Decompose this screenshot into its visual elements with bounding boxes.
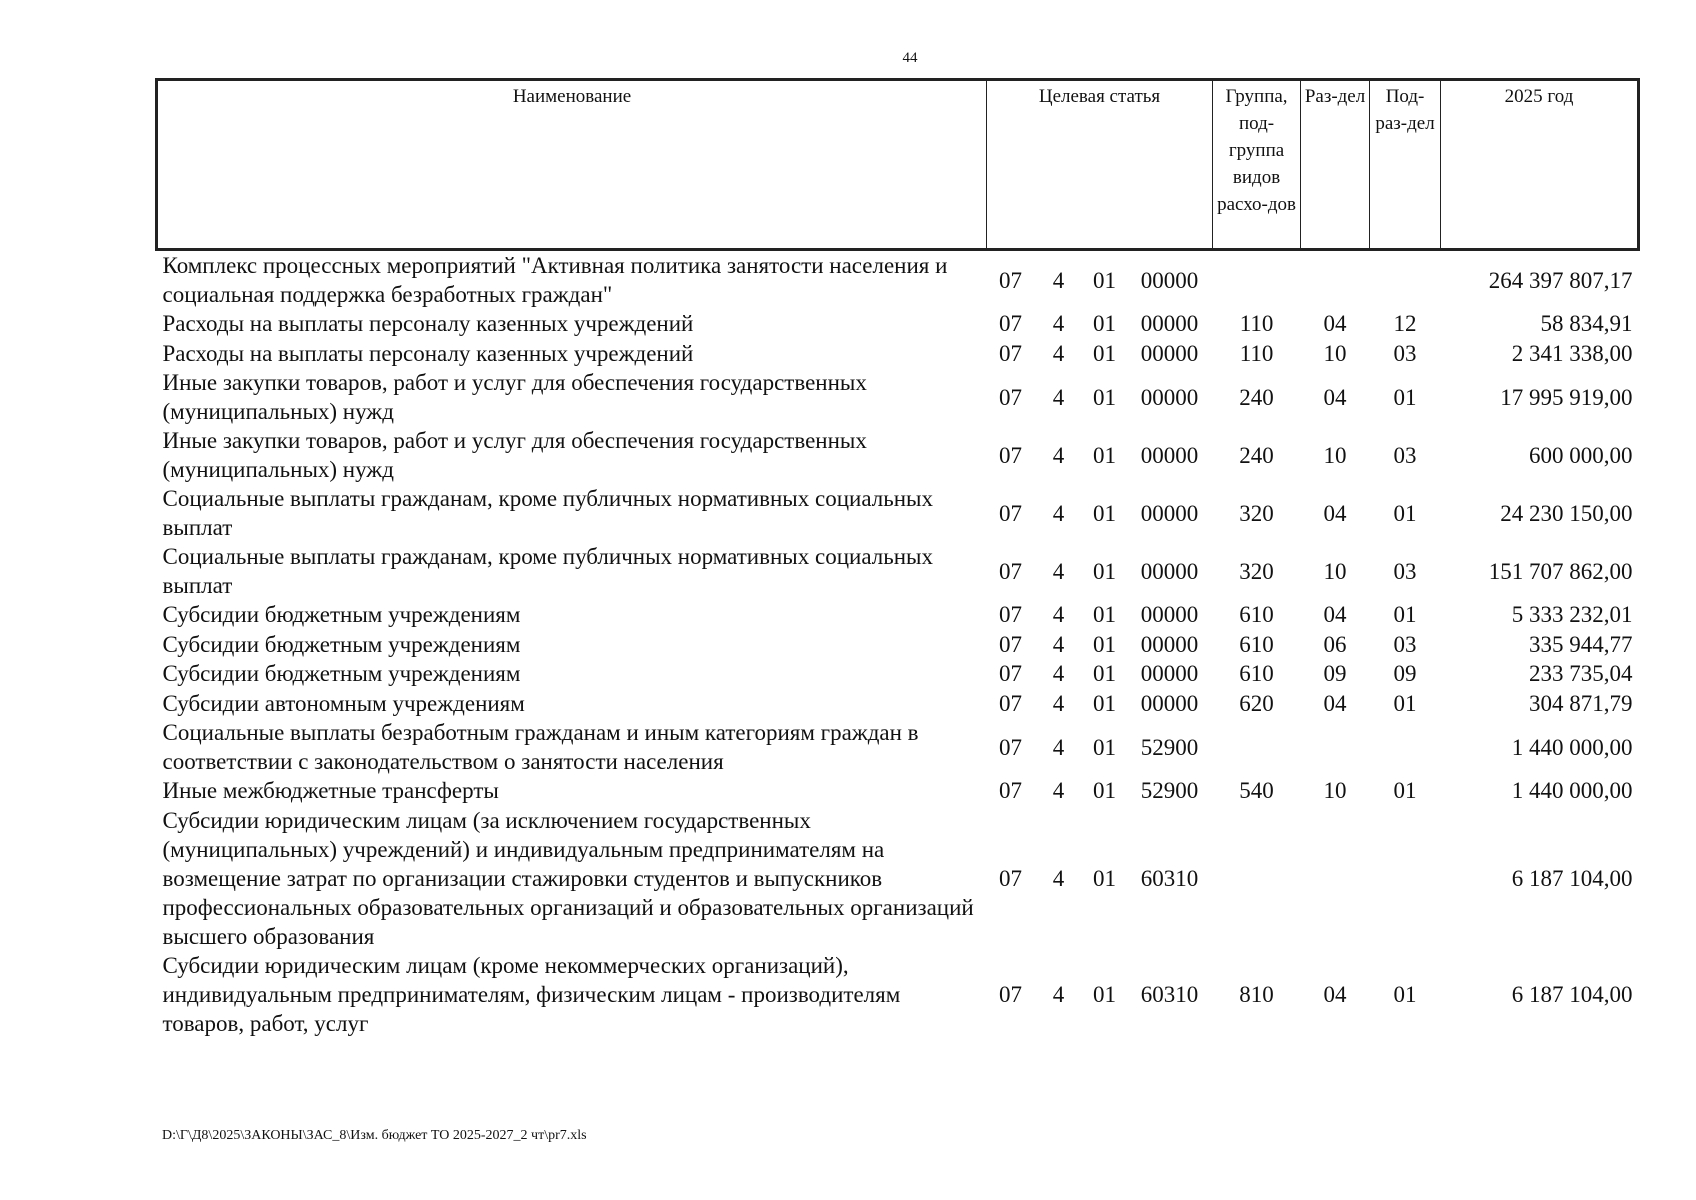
subsection-code: 01: [1393, 690, 1417, 716]
target-code-4: 00000: [1140, 558, 1199, 584]
section-code: [1301, 250, 1370, 310]
target-code-2: 4: [1052, 661, 1065, 687]
section-code: 10: [1323, 778, 1347, 804]
header-group: Группа, под-группа видов расхо-дов: [1213, 80, 1301, 250]
table-row: [157, 484, 1639, 542]
target-code-4: 00000: [1140, 442, 1199, 468]
table-row: [157, 309, 1639, 339]
target-code-2: 4: [1052, 500, 1065, 526]
target-code-4: 00000: [1140, 311, 1199, 337]
target-code-1: 07: [999, 340, 1022, 366]
section-code: 04: [1323, 981, 1347, 1007]
target-code-1: 07: [999, 778, 1022, 804]
target-code-1: 07: [999, 631, 1022, 657]
table-row: [157, 426, 1639, 484]
expense-group: 240: [1239, 442, 1274, 468]
row-name: Социальные выплаты гражданам, кроме публичных нормативных социальных выплат: [162, 544, 933, 598]
target-code-1: 07: [999, 661, 1022, 687]
amount-2025: 24 230 150,00: [1500, 500, 1633, 526]
target-code-1: 07: [999, 500, 1022, 526]
target-code-4: 00000: [1140, 661, 1199, 687]
section-code: 10: [1323, 442, 1347, 468]
expense-group: 610: [1239, 661, 1274, 687]
expense-group: [1213, 806, 1301, 951]
expense-group: [1213, 250, 1301, 310]
amount-2025: 1 440 000,00: [1511, 778, 1633, 804]
subsection-code: 01: [1393, 602, 1417, 628]
target-code-3: 01: [1093, 500, 1116, 526]
subsection-code: [1370, 250, 1441, 310]
section-code: 10: [1323, 340, 1347, 366]
target-code-4: 00000: [1140, 340, 1199, 366]
target-code-3: 01: [1093, 602, 1116, 628]
subsection-code: 03: [1393, 340, 1417, 366]
subsection-code: 01: [1393, 981, 1417, 1007]
target-code-4: 60310: [1140, 981, 1199, 1007]
subsection-code: 01: [1393, 778, 1417, 804]
target-code-3: 01: [1093, 865, 1116, 891]
expense-group: 810: [1239, 981, 1274, 1007]
table-row: [157, 339, 1639, 369]
target-code-4: 00000: [1140, 631, 1199, 657]
amount-2025: 2 341 338,00: [1511, 340, 1633, 366]
target-code-2: 4: [1052, 981, 1065, 1007]
section-code: 04: [1323, 500, 1347, 526]
target-code-2: 4: [1052, 340, 1065, 366]
expense-group: 620: [1239, 690, 1274, 716]
target-code-2: 4: [1052, 442, 1065, 468]
target-code-3: 01: [1093, 340, 1116, 366]
target-code-3: 01: [1093, 267, 1116, 293]
header-row: [157, 80, 1639, 250]
target-code-3: 01: [1093, 442, 1116, 468]
amount-2025: 6 187 104,00: [1511, 981, 1633, 1007]
target-code-2: 4: [1052, 734, 1065, 760]
header-subsection: Под-раз-дел: [1370, 80, 1441, 250]
table-row: [157, 600, 1639, 630]
target-code-4: 52900: [1140, 778, 1199, 804]
target-code-1: 07: [999, 558, 1022, 584]
table-row: [157, 718, 1639, 776]
amount-2025: 304 871,79: [1529, 690, 1633, 716]
budget-table: [155, 78, 1640, 1038]
table-row: [157, 368, 1639, 426]
target-code-3: 01: [1093, 384, 1116, 410]
amount-2025: 6 187 104,00: [1511, 865, 1633, 891]
amount-2025: 335 944,77: [1529, 631, 1633, 657]
expense-group: 320: [1239, 558, 1274, 584]
header-target: Целевая статья: [987, 80, 1213, 250]
target-code-1: 07: [999, 690, 1022, 716]
subsection-code: 03: [1393, 558, 1417, 584]
target-code-3: 01: [1093, 661, 1116, 687]
target-code-1: 07: [999, 981, 1022, 1007]
target-code-4: 00000: [1140, 384, 1199, 410]
subsection-code: 03: [1393, 631, 1417, 657]
section-code: [1301, 806, 1370, 951]
section-code: 04: [1323, 690, 1347, 716]
target-code-1: 07: [999, 267, 1022, 293]
target-code-4: 00000: [1140, 267, 1199, 293]
target-code-1: 07: [999, 311, 1022, 337]
expense-group: 110: [1239, 311, 1274, 337]
target-code-2: 4: [1052, 865, 1065, 891]
amount-2025: 264 397 807,17: [1488, 267, 1633, 293]
row-name: Субсидии юридическим лицам (за исключением государственных (муниципальных) учреждений) и индивидуальным предпринимателям на возмещение затрат по организации стажировки студентов и выпускников профессиональных образовательных организаций и образовательных организаций высшего образования: [162, 807, 974, 949]
expense-group: [1213, 718, 1301, 776]
table-row: [157, 951, 1639, 1038]
header-name: Наименование: [157, 80, 987, 250]
table-row: [157, 659, 1639, 689]
header-year: 2025 год: [1441, 80, 1639, 250]
amount-2025: 58 834,91: [1540, 311, 1633, 337]
amount-2025: 600 000,00: [1529, 442, 1633, 468]
target-code-4: 00000: [1140, 602, 1199, 628]
target-code-1: 07: [999, 734, 1022, 760]
target-code-2: 4: [1052, 631, 1065, 657]
target-code-4: 52900: [1140, 734, 1199, 760]
target-code-1: 07: [999, 865, 1022, 891]
row-name: Социальные выплаты гражданам, кроме публичных нормативных социальных выплат: [162, 486, 933, 540]
target-code-4: 00000: [1140, 500, 1199, 526]
target-code-3: 01: [1093, 734, 1116, 760]
target-code-4: 00000: [1140, 690, 1199, 716]
row-name: Расходы на выплаты персоналу казенных учреждений: [162, 340, 694, 366]
subsection-code: 01: [1393, 384, 1417, 410]
subsection-code: [1370, 718, 1441, 776]
file-path-footer: D:\Г\Д8\2025\ЗАКОНЫ\ЗАС_8\Изм. бюджет ТО 2025-2027_2 чт\pr7.xls: [162, 1128, 587, 1143]
amount-2025: 151 707 862,00: [1488, 558, 1633, 584]
row-name: Субсидии автономным учреждениям: [162, 690, 525, 716]
subsection-code: 03: [1393, 442, 1417, 468]
section-code: 04: [1323, 311, 1347, 337]
expense-group: 610: [1239, 602, 1274, 628]
subsection-code: 09: [1393, 661, 1417, 687]
section-code: 06: [1323, 631, 1347, 657]
table-row: [157, 250, 1639, 310]
target-code-2: 4: [1052, 602, 1065, 628]
table-row: [157, 542, 1639, 600]
row-name: Иные межбюджетные трансферты: [162, 778, 499, 804]
target-code-3: 01: [1093, 778, 1116, 804]
expense-group: 240: [1239, 384, 1274, 410]
row-name: Субсидии юридическим лицам (кроме некоммерческих организаций), индивидуальным предпринимателям, физическим лицам - производителям товаров, работ, услуг: [162, 952, 901, 1036]
target-code-3: 01: [1093, 690, 1116, 716]
target-code-2: 4: [1052, 558, 1065, 584]
row-name: Субсидии бюджетным учреждениям: [162, 661, 521, 687]
section-code: 10: [1323, 558, 1347, 584]
expense-group: 110: [1239, 340, 1274, 366]
target-code-3: 01: [1093, 558, 1116, 584]
row-name: Иные закупки товаров, работ и услуг для обеспечения государственных (муниципальных) нужд: [162, 370, 867, 424]
expense-group: 540: [1239, 778, 1274, 804]
table-row: [157, 689, 1639, 719]
target-code-3: 01: [1093, 311, 1116, 337]
section-code: 04: [1323, 384, 1347, 410]
table-row: [157, 806, 1639, 951]
target-code-2: 4: [1052, 311, 1065, 337]
target-code-2: 4: [1052, 778, 1065, 804]
amount-2025: 5 333 232,01: [1511, 602, 1633, 628]
amount-2025: 1 440 000,00: [1511, 734, 1633, 760]
table-row: [157, 776, 1639, 806]
section-code: [1301, 718, 1370, 776]
target-code-1: 07: [999, 602, 1022, 628]
expense-group: 610: [1239, 631, 1274, 657]
row-name: Социальные выплаты безработным гражданам и иным категориям граждан в соответствии с законодательством о занятости населения: [162, 720, 919, 774]
subsection-code: [1370, 806, 1441, 951]
target-code-2: 4: [1052, 384, 1065, 410]
subsection-code: 12: [1393, 311, 1417, 337]
row-name: Расходы на выплаты персоналу казенных учреждений: [162, 311, 694, 337]
row-name: Субсидии бюджетным учреждениям: [162, 602, 521, 628]
amount-2025: 17 995 919,00: [1500, 384, 1633, 410]
target-code-2: 4: [1052, 690, 1065, 716]
target-code-3: 01: [1093, 631, 1116, 657]
section-code: 09: [1323, 661, 1347, 687]
row-name: Иные закупки товаров, работ и услуг для обеспечения государственных (муниципальных) нужд: [162, 428, 867, 482]
subsection-code: 01: [1393, 500, 1417, 526]
header-section: Раз-дел: [1301, 80, 1370, 250]
target-code-1: 07: [999, 442, 1022, 468]
target-code-1: 07: [999, 384, 1022, 410]
target-code-4: 60310: [1140, 865, 1199, 891]
amount-2025: 233 735,04: [1529, 661, 1633, 687]
row-name: Субсидии бюджетным учреждениям: [162, 631, 521, 657]
page-number: 44: [902, 50, 918, 66]
row-name: Комплекс процессных мероприятий "Активная политика занятости населения и социальная поддержка безработных граждан": [162, 253, 948, 307]
table-row: [157, 630, 1639, 660]
expense-group: 320: [1239, 500, 1274, 526]
target-code-2: 4: [1052, 267, 1065, 293]
section-code: 04: [1323, 602, 1347, 628]
target-code-3: 01: [1093, 981, 1116, 1007]
